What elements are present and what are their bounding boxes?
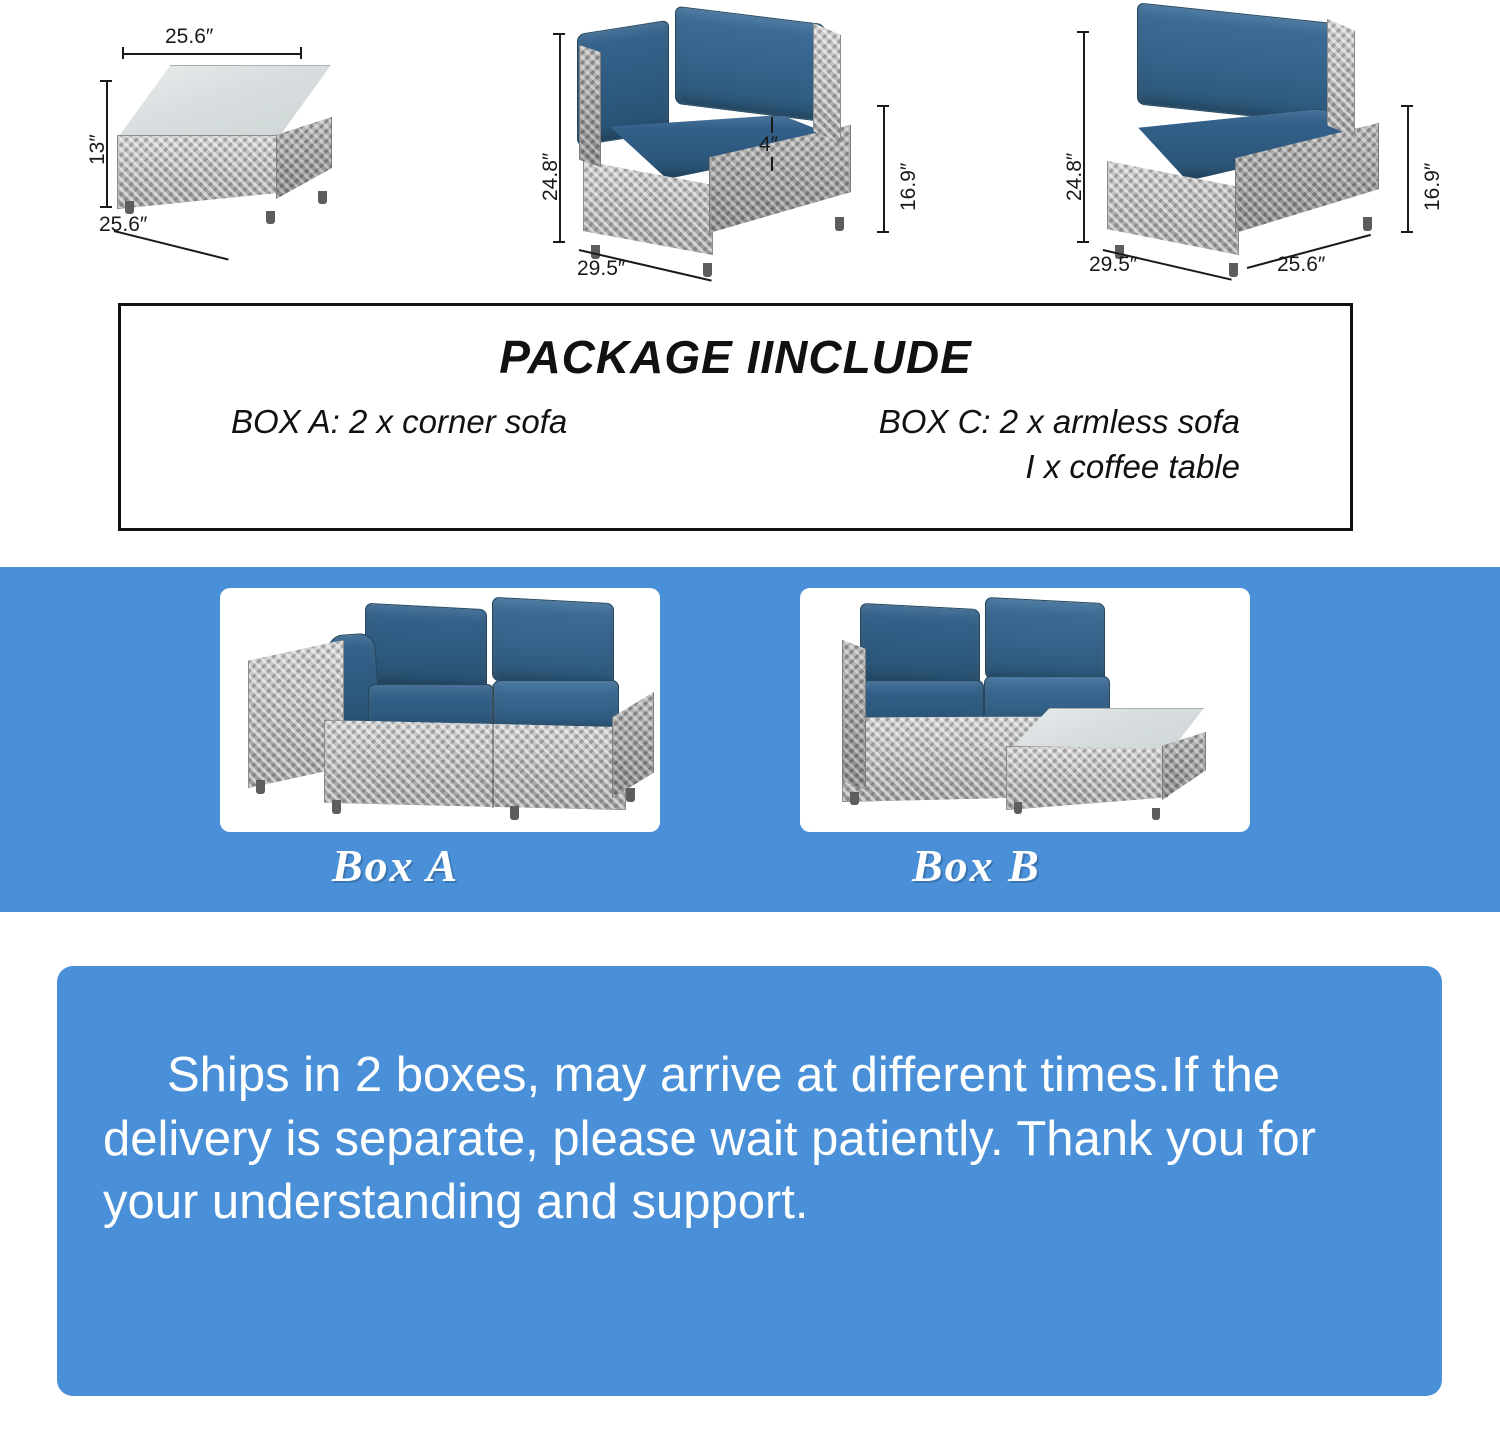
dimension-line [771, 157, 773, 171]
corner-back-panel [813, 23, 841, 143]
sofa-leg [703, 263, 712, 277]
table-front-panel [117, 135, 279, 209]
dimension-line [559, 33, 561, 243]
table-leg [318, 191, 327, 204]
box-a-module-seam [492, 684, 494, 808]
box-b-back-cushion-right [985, 597, 1105, 685]
product-corner-sofa [535, 5, 955, 290]
dimension-line [771, 117, 773, 133]
dimension-tick [1401, 105, 1413, 107]
dimension-tick [122, 47, 124, 59]
corner-back-cushion-right [675, 6, 825, 122]
dimension-tick [100, 80, 112, 82]
box-a-seat-cushion-right [493, 680, 619, 732]
box-b-photo [800, 588, 1250, 832]
product-armless-sofa [1055, 5, 1475, 290]
dimension-label-armless-height: 24.8″ [1063, 152, 1086, 201]
shipping-notice-text: Ships in 2 boxes, may arrive at different times.If the delivery is separate, please wait patiently. Thank you for your understanding and support. [103, 1048, 1316, 1230]
package-include-rows [121, 400, 1350, 489]
box-a-back-cushion-right [492, 597, 614, 687]
box-a-back-cushion-left [365, 603, 487, 691]
sofa-leg [835, 217, 844, 231]
dimension-line [122, 53, 302, 55]
package-include-panel [118, 303, 1353, 531]
dimension-label-armless-width: 29.5″ [1089, 253, 1138, 276]
armless-back-panel [1327, 19, 1355, 137]
box-b-table-leg [1152, 808, 1160, 820]
box-b-back-cushion-left [860, 603, 980, 689]
dimension-label-armless-seat-height: 16.9″ [1421, 162, 1444, 211]
sofa-leg [1363, 217, 1372, 231]
dimension-label-armless-depth: 25.6″ [1277, 253, 1326, 276]
box-a-leg [510, 806, 519, 820]
dimension-tick [553, 33, 565, 35]
package-box-c-line-1: BOX C: 2 x armless sofa [878, 403, 1240, 440]
shipping-notice-panel [57, 966, 1442, 1396]
box-a-leg [256, 780, 265, 794]
dimension-tick [553, 241, 565, 243]
box-a-label: Box A [332, 840, 460, 891]
box-a-photo [220, 588, 660, 832]
corner-arm-panel [579, 45, 601, 167]
armless-back-cushion [1137, 2, 1339, 125]
box-b-table-leg [1014, 802, 1022, 814]
dimension-label-table-height: 13″ [86, 134, 109, 165]
dimension-label-corner-width: 29.5″ [577, 257, 626, 280]
package-include-title: PACKAGE IINCLUDE [499, 331, 972, 383]
box-a-leg [626, 788, 635, 802]
dimension-line [1407, 105, 1409, 233]
dimension-label-table-depth: 25.6″ [99, 213, 148, 236]
package-box-a-contents [231, 400, 567, 489]
table-leg [266, 211, 275, 224]
product-coffee-table [86, 25, 400, 275]
dimension-tick [100, 206, 112, 208]
box-b-leg [850, 792, 859, 805]
box-a-base-frame [324, 720, 626, 810]
dimension-label-table-top: 25.6″ [165, 25, 214, 48]
dimension-label-corner-seat-height: 16.9″ [897, 162, 920, 211]
dimension-line [1083, 31, 1085, 243]
box-b-label: Box B [912, 840, 1041, 891]
dimension-tick [300, 47, 302, 59]
dimension-tick [877, 105, 889, 107]
dimension-tick [1077, 31, 1089, 33]
package-box-c-line-2: I x coffee table [1025, 447, 1240, 485]
dimension-tick [1077, 241, 1089, 243]
box-a-leg [332, 800, 341, 814]
dimension-line [883, 105, 885, 233]
package-box-a-line: BOX A: 2 x corner sofa [231, 403, 568, 440]
sofa-leg [1229, 263, 1238, 277]
dimension-label-corner-seat: 4″ [759, 133, 779, 156]
dimension-tick [877, 231, 889, 233]
box-b-table-front [1006, 746, 1168, 810]
box-photo-band [0, 567, 1500, 912]
dimension-label-corner-height: 24.8″ [539, 152, 562, 201]
package-box-c-contents [879, 400, 1240, 489]
dimension-tick [1401, 231, 1413, 233]
box-b-sofa-side [842, 640, 866, 790]
